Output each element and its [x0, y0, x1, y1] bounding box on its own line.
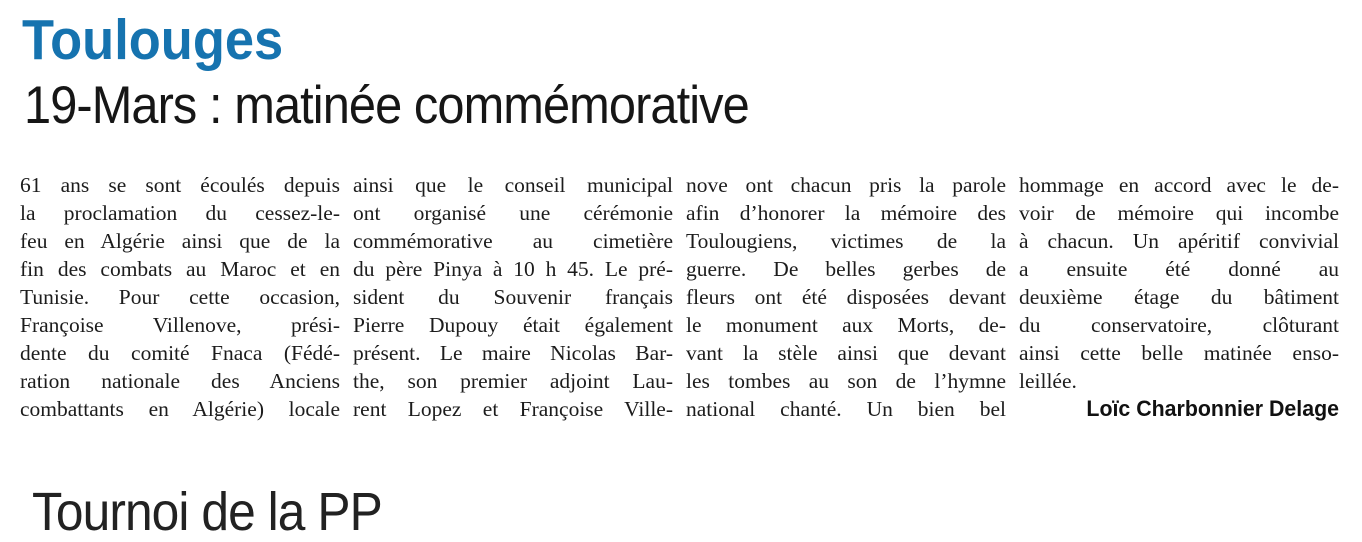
article-line: feu en Algérie ainsi que de la — [20, 229, 340, 254]
section-title — [22, 10, 1362, 72]
article-line: fin des combats au Maroc et en — [20, 257, 340, 282]
article-headline-text: 19-Mars : matinée commémorative — [24, 75, 749, 135]
article-line: afin d’honorer la mémoire des — [686, 201, 1006, 226]
article-line: Pierre Dupouy était également — [353, 313, 673, 338]
article-line: Toulougiens, victimes de la — [686, 229, 1006, 254]
article-line: combattants en Algérie) locale — [20, 397, 340, 422]
article-line: ration nationale des Anciens — [20, 369, 340, 394]
article-header — [0, 0, 1362, 133]
article-line: deuxième étage du bâtiment — [1019, 285, 1339, 310]
article-column-1 — [20, 171, 340, 423]
article-line: vant la stèle ainsi que devant — [686, 341, 1006, 366]
article-line: guerre. De belles gerbes de — [686, 257, 1006, 282]
article-line: commémorative au cimetière — [353, 229, 673, 254]
next-article-headline-cropped — [32, 482, 932, 542]
article-line: ont organisé une cérémonie — [353, 201, 673, 226]
article-line: sident du Souvenir français — [353, 285, 673, 310]
section-title-text: Toulouges — [22, 8, 284, 72]
article-line: dente du comité Fnaca (Fédé- — [20, 341, 340, 366]
article-column-4 — [1019, 171, 1339, 423]
article-line: ainsi que le conseil municipal — [353, 173, 673, 198]
article-line: rent Lopez et Françoise Ville- — [353, 397, 673, 422]
article-line: hommage en accord avec le de- — [1019, 173, 1339, 198]
article-line: fleurs ont été disposées devant — [686, 285, 1006, 310]
article-line: nove ont chacun pris la parole — [686, 173, 1006, 198]
article-line: du père Pinya à 10 h 45. Le pré- — [353, 257, 673, 282]
article-line: a ensuite été donné au — [1019, 257, 1339, 282]
article-line: Tunisie. Pour cette occasion, — [20, 285, 340, 310]
article-line: ainsi cette belle matinée enso- — [1019, 341, 1339, 366]
article-body — [0, 171, 1362, 423]
article-line: la proclamation du cessez-le- — [20, 201, 340, 226]
article-line: leillée. — [1019, 369, 1077, 394]
next-article-headline-fragment: Tournoi de la PP — [32, 482, 382, 542]
article-line: the, son premier adjoint Lau- — [353, 369, 673, 394]
article-line: le monument aux Morts, de- — [686, 313, 1006, 338]
article-line: 61 ans se sont écoulés depuis — [20, 173, 340, 198]
article-line: à chacun. Un apéritif convivial — [1019, 229, 1339, 254]
article-line: présent. Le maire Nicolas Bar- — [353, 341, 673, 366]
article-line: du conservatoire, clôturant — [1019, 313, 1339, 338]
article-line: Françoise Villenove, prési- — [20, 313, 340, 338]
article-line: voir de mémoire qui incombe — [1019, 201, 1339, 226]
byline: Loïc Charbonnier Delage — [1086, 396, 1339, 422]
article-line: national chanté. Un bien bel — [686, 397, 1006, 422]
article-headline — [24, 75, 1362, 135]
article-line: les tombes au son de l’hymne — [686, 369, 1006, 394]
article-column-3 — [686, 171, 1006, 423]
article-column-2 — [353, 171, 673, 423]
